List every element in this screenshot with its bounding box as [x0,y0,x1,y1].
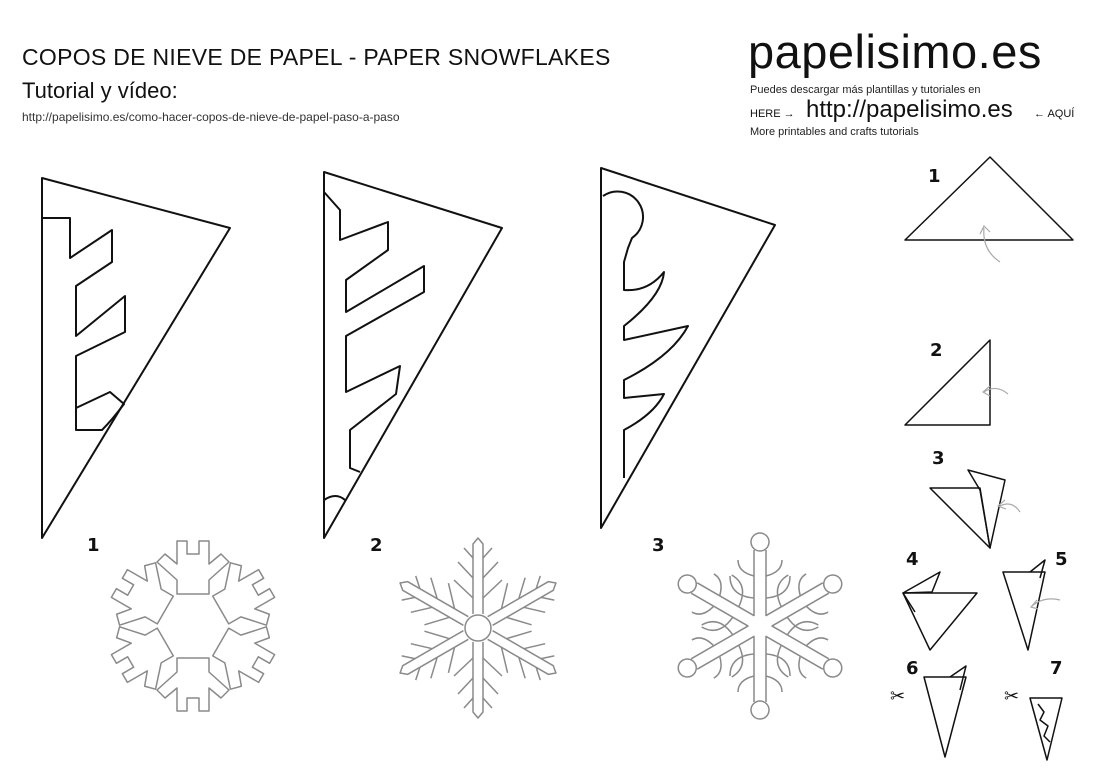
template-label-2: 2 [370,535,383,556]
fold-step-5 [1003,560,1045,650]
step-label-3: 3 [932,448,945,469]
fold-step-4 [903,572,977,650]
aqui-label: ← AQUÍ [1034,108,1075,120]
fold-step-2 [905,340,990,425]
template-2-triangle [324,172,502,538]
more-tutorials-text: More printables and crafts tutorials [750,126,919,138]
page-subtitle: Tutorial y vídeo: [22,78,178,103]
here-label: HERE → [750,108,795,120]
site-link[interactable]: http://papelisimo.es [806,96,1013,123]
step-label-6: 6 [906,658,919,679]
template-1-triangle [42,178,230,538]
snowflake-2 [388,538,568,718]
snowflake-3 [664,533,855,719]
template-label-1: 1 [87,535,100,556]
template-3-triangle [601,168,775,528]
step-label-7: 7 [1050,658,1063,679]
snowflake-1 [101,541,284,711]
scissors-icon: ✂ [890,686,906,706]
template-label-3: 3 [652,535,665,556]
step-label-2: 2 [930,340,943,361]
step-label-4: 4 [906,549,919,570]
step-label-5: 5 [1055,549,1068,570]
fold-step-7 [1030,698,1062,760]
tutorial-url[interactable]: http://papelisimo.es/como-hacer-copos-de-nieve-de-papel-paso-a-paso [22,110,400,124]
page-title: COPOS DE NIEVE DE PAPEL - PAPER SNOWFLAKES [22,44,611,70]
brand-logo: papelisimo.es [748,25,1042,78]
brand-tagline: Puedes descargar más plantillas y tutoriales en [750,84,981,96]
fold-step-6 [924,666,966,757]
step-label-1: 1 [928,166,941,187]
fold-step-3 [930,470,1005,548]
scissors-icon: ✂ [1004,686,1020,706]
